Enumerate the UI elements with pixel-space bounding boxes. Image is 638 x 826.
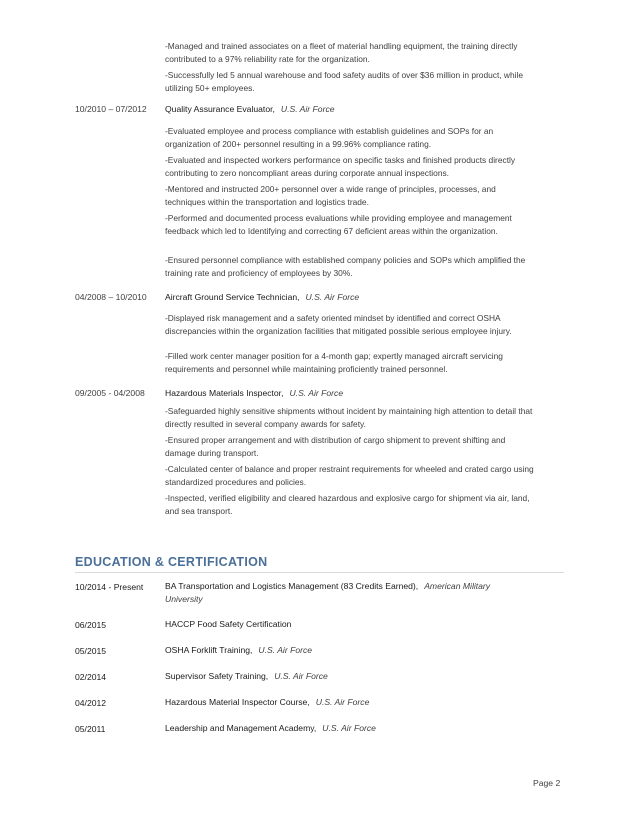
job-1-title: Quality Assurance Evaluator, bbox=[165, 104, 275, 114]
job-3-org: U.S. Air Force bbox=[289, 388, 344, 398]
edu-4-title: Supervisor Safety Training, bbox=[165, 671, 269, 681]
edu-1-org: American Military University bbox=[165, 581, 491, 604]
job-1-bullet-1: -Evaluated employee and process compliance with establish guidelines and SOPs for an organization of 200+ personnel resulting in a 99.96% compliance rating. bbox=[165, 126, 494, 149]
job-1-org: U.S. Air Force bbox=[280, 104, 335, 114]
edu-6-date: 05/2011 bbox=[75, 724, 106, 734]
job-1-dates: 10/2010 – 07/2012 bbox=[75, 104, 147, 114]
edu-1-entry bbox=[165, 580, 525, 605]
edu-3-title: OSHA Forklift Training, bbox=[165, 645, 253, 655]
edu-5-title: Hazardous Material Inspector Course, bbox=[165, 697, 310, 707]
edu-5-entry bbox=[165, 696, 525, 709]
job-1-bullet-2: -Evaluated and inspected workers performance on specific tasks and finished products directly contributing to zero noncompliant areas during corporate annual inspections. bbox=[165, 155, 516, 178]
job-3-role bbox=[165, 388, 343, 398]
edu-1-date: 10/2014 - Present bbox=[75, 582, 144, 592]
job-3-bullet-3: -Calculated center of balance and proper restraint requirements for wheeled and crated cargo using standardized procedures and policies. bbox=[165, 464, 534, 487]
job-1-bullet-4: -Performed and documented process evaluations while providing employee and management feedback which led to Identifying and correcting 67 deficient areas within the organization. bbox=[165, 213, 512, 236]
job-3-bullet-4: -Inspected, verified eligibility and cleared hazardous and explosive cargo for shipment via air, land, and sea transport. bbox=[165, 493, 530, 516]
edu-3-entry bbox=[165, 644, 525, 657]
job-1-bullet-3: -Mentored and instructed 200+ personnel over a wide range of principles, processes, and techniques within the transportation and logistics trade. bbox=[165, 184, 496, 207]
job-2-dates: 04/2008 – 10/2010 bbox=[75, 292, 147, 302]
job-2-bullet-2: -Filled work center manager position for a 4-month gap; expertly managed aircraft servicing requirements and personnel while maintaining proficiently trained personnel. bbox=[165, 351, 503, 374]
job-3-bullet-2: -Ensured proper arrangement and with distribution of cargo shipment to prevent shifting and damage during transport. bbox=[165, 435, 506, 458]
edu-4-entry bbox=[165, 670, 525, 683]
job-2-org: U.S. Air Force bbox=[305, 292, 360, 302]
edu-2-date: 06/2015 bbox=[75, 620, 107, 630]
prev-job-bullet-1: -Managed and trained associates on a fleet of material handling equipment, the training directly contributed to a 97% reliability rate for the organization. bbox=[165, 41, 518, 64]
prev-job-bullet-2: -Successfully led 5 annual warehouse and food safety audits of over $36 million in product, while utilizing 50+ employees. bbox=[165, 70, 524, 93]
page-number: Page 2 bbox=[533, 778, 561, 788]
edu-3-org: U.S. Air Force bbox=[258, 645, 313, 655]
job-1-bullet-5: -Ensured personnel compliance with established company policies and SOPs which amplified the training rate and proficiency of employees by 30%. bbox=[165, 255, 526, 278]
job-2-bullet-1: -Displayed risk management and a safety oriented mindset by identified and correct OSHA discrepancies within the organization facilities that mitigated possible serious employee injury. bbox=[165, 313, 512, 336]
job-1-role bbox=[165, 104, 335, 114]
edu-4-org: U.S. Air Force bbox=[274, 671, 328, 681]
edu-6-org: U.S. Air Force bbox=[322, 723, 376, 733]
section-divider bbox=[75, 572, 564, 573]
job-2-title: Aircraft Ground Service Technician, bbox=[165, 292, 300, 302]
edu-2-entry bbox=[165, 618, 525, 631]
edu-6-title: Leadership and Management Academy, bbox=[165, 723, 317, 733]
edu-4-date: 02/2014 bbox=[75, 672, 107, 682]
edu-2-title: HACCP Food Safety Certification bbox=[165, 619, 292, 629]
edu-5-org: U.S. Air Force bbox=[315, 697, 370, 707]
job-3-bullet-1: -Safeguarded highly sensitive shipments without incident by maintaining high attention to detail that directly resulted in several company awards for safety. bbox=[165, 406, 533, 429]
job-2-role bbox=[165, 292, 359, 302]
edu-5-date: 04/2012 bbox=[75, 698, 107, 708]
job-3-dates: 09/2005 - 04/2008 bbox=[75, 388, 145, 398]
edu-3-date: 05/2015 bbox=[75, 646, 107, 656]
job-3-title: Hazardous Materials Inspector, bbox=[165, 388, 284, 398]
education-heading: EDUCATION & CERTIFICATION bbox=[75, 555, 268, 569]
edu-1-title: BA Transportation and Logistics Management (83 Credits Earned), bbox=[165, 581, 419, 591]
edu-6-entry bbox=[165, 722, 525, 735]
